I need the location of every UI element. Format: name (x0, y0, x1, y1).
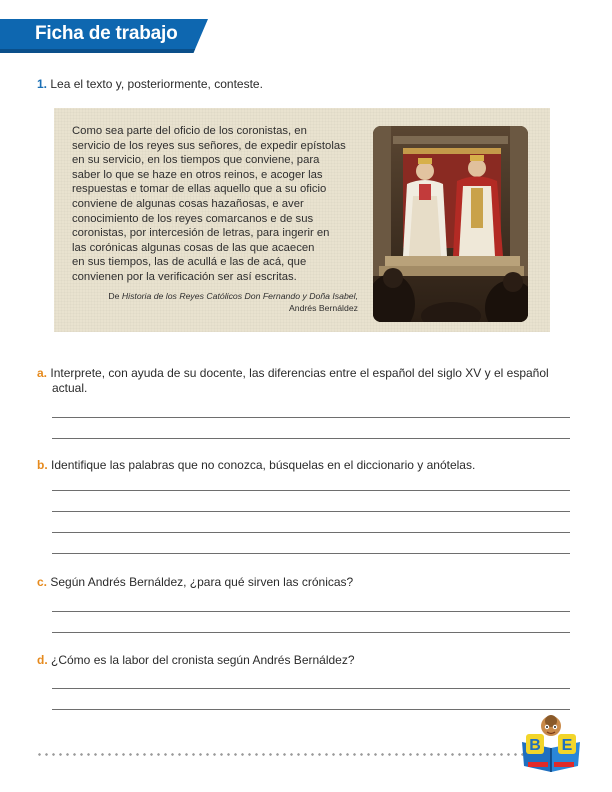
question-a-letter: a. (37, 366, 48, 380)
question-a-continuation: actual. (52, 381, 88, 395)
logo-letter-b: B (529, 737, 541, 754)
answer-line[interactable] (52, 532, 570, 533)
question-a (37, 366, 567, 381)
excerpt-line: convienen por la verificación ser así escritas. (72, 270, 297, 283)
excerpt-text (72, 124, 358, 285)
source-title: Historia de los Reyes Católicos Don Fernando y Doña Isabel, (121, 291, 358, 301)
excerpt-line: coronistas, por intercesión de letras, para ingerir en (72, 227, 330, 240)
excerpt-line: respuestas e tomar de ellas aquello que a su oficio (72, 183, 327, 196)
question-a-text: Interprete, con ayuda de su docente, las diferencias entre el español del siglo XV y el español (50, 366, 549, 380)
excerpt-line: en sus tiempos, las de acullá e las de acá, que (72, 256, 307, 269)
excerpt-source (72, 290, 358, 314)
excerpt-line: saber lo que se haze en otros reinos, e acoger las (72, 168, 323, 181)
answer-line[interactable] (52, 709, 570, 710)
question-b-text: Identifique las palabras que no conozca, búsquelas en el diccionario y anótelas. (51, 458, 476, 472)
answer-line[interactable] (52, 417, 570, 418)
question-d-text: ¿Cómo es la labor del cronista según Andrés Bernáldez? (51, 653, 355, 667)
source-prefix: De (108, 291, 122, 301)
question-d-letter: d. (37, 653, 48, 667)
question-1-text: Lea el texto y, posteriormente, conteste. (50, 77, 263, 91)
excerpt-line: en su servicio, en los tiempos que conviene, para (72, 154, 320, 167)
footer-dotted-line (36, 753, 524, 756)
page-title: Ficha de trabajo (35, 23, 178, 44)
excerpt-line: las corónicas algunas cosas de las que acaecen (72, 241, 315, 254)
painting-catholic-monarchs (373, 126, 528, 322)
excerpt-line: Como sea parte del oficio de los coronistas, en (72, 125, 307, 137)
question-c-text: Según Andrés Bernáldez, ¿para qué sirven las crónicas? (50, 575, 354, 589)
excerpt-line: servicio de los reyes sus señores, de expedir epístolas (72, 139, 346, 152)
answer-line[interactable] (52, 490, 570, 491)
question-1 (37, 77, 263, 92)
source-author: Andrés Bernáldez (288, 303, 358, 313)
question-d (37, 653, 355, 668)
question-b (37, 458, 475, 473)
publisher-logo (518, 712, 584, 778)
answer-line[interactable] (52, 511, 570, 512)
question-c-letter: c. (37, 575, 48, 589)
answer-line[interactable] (52, 632, 570, 633)
question-1-number: 1. (37, 77, 48, 91)
answer-line[interactable] (52, 611, 570, 612)
excerpt-box (54, 108, 550, 332)
answer-line[interactable] (52, 438, 570, 439)
excerpt-line: conviene de algunas cosas hazañosas, e aver (72, 197, 304, 210)
answer-line[interactable] (52, 553, 570, 554)
answer-line[interactable] (52, 688, 570, 689)
question-b-letter: b. (37, 458, 48, 472)
question-c (37, 575, 353, 590)
excerpt-line: conocimiento de los reyes comarcanos e de sus (72, 212, 314, 225)
logo-letter-e: E (561, 737, 573, 754)
